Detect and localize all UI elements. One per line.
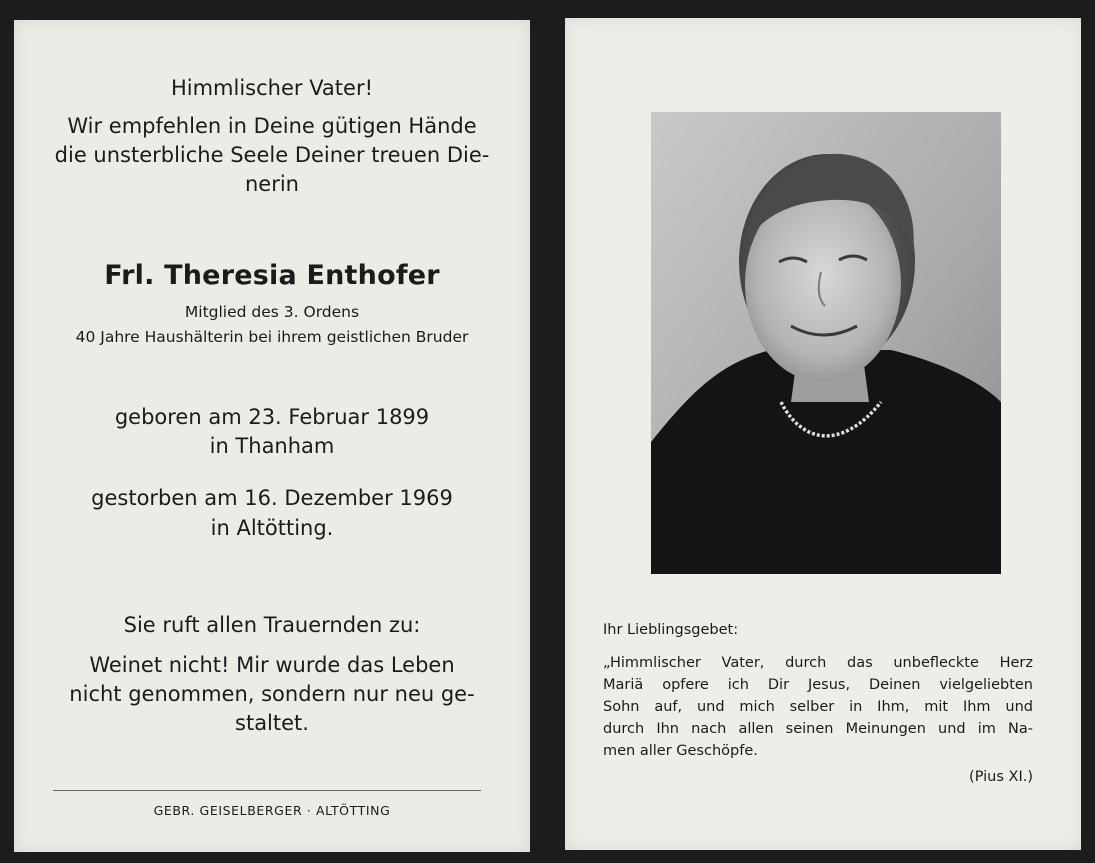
prayer-line: men aller Geschöpfe. bbox=[603, 743, 758, 759]
intro-line: die unsterbliche Seele Deiner treuen Die- bbox=[54, 143, 490, 167]
prayer-text bbox=[603, 652, 1033, 762]
prayer-line: Mariä opfere ich Dir Jesus, Deinen vielgeliebten bbox=[603, 677, 1033, 693]
deceased-name: Frl. Theresia Enthofer bbox=[104, 260, 440, 291]
birth-place: in Thanham bbox=[209, 434, 335, 458]
prayer-line: Sohn auf, und mich selber in Ihm, mit Ihm und bbox=[603, 699, 1033, 715]
message bbox=[52, 651, 492, 738]
membership: Mitglied des 3. Ordens bbox=[184, 303, 360, 321]
memorial-card-left bbox=[14, 20, 530, 852]
favorite-prayer-title: Ihr Lieblingsgebet: bbox=[603, 622, 739, 638]
message-line: Weinet nicht! Mir wurde das Leben bbox=[89, 653, 455, 677]
heading: Himmlischer Vater! bbox=[170, 76, 374, 100]
birth-date: geboren am 23. Februar 1899 bbox=[114, 405, 430, 429]
intro-text bbox=[54, 112, 490, 199]
intro-line: Wir empfehlen in Deine gütigen Hände bbox=[67, 114, 477, 138]
death-place: in Altötting. bbox=[210, 516, 334, 540]
prayer-line: „Himmlischer Vater, durch das unbefleckte Herz bbox=[603, 655, 1033, 671]
printer-imprint: GEBR. GEISELBERGER · ALTÖTTING bbox=[153, 803, 391, 818]
death-date: gestorben am 16. Dezember 1969 bbox=[91, 486, 453, 510]
memorial-card-right bbox=[565, 18, 1081, 850]
occupation: 40 Jahre Haushälterin bei ihrem geistlichen Bruder bbox=[75, 328, 469, 346]
portrait-illustration bbox=[651, 112, 1001, 574]
message-line: nicht genommen, sondern nur neu ge- bbox=[69, 682, 475, 706]
prayer-attribution: (Pius XI.) bbox=[969, 769, 1033, 785]
message-line: staltet. bbox=[235, 711, 309, 735]
prayer-line: durch Ihn nach allen seinen Meinungen und im Na- bbox=[603, 721, 1033, 737]
intro-line: nerin bbox=[244, 172, 299, 196]
divider bbox=[53, 790, 481, 791]
calls-to-mourners: Sie ruft allen Trauernden zu: bbox=[123, 613, 421, 637]
portrait-photo bbox=[651, 112, 1001, 574]
